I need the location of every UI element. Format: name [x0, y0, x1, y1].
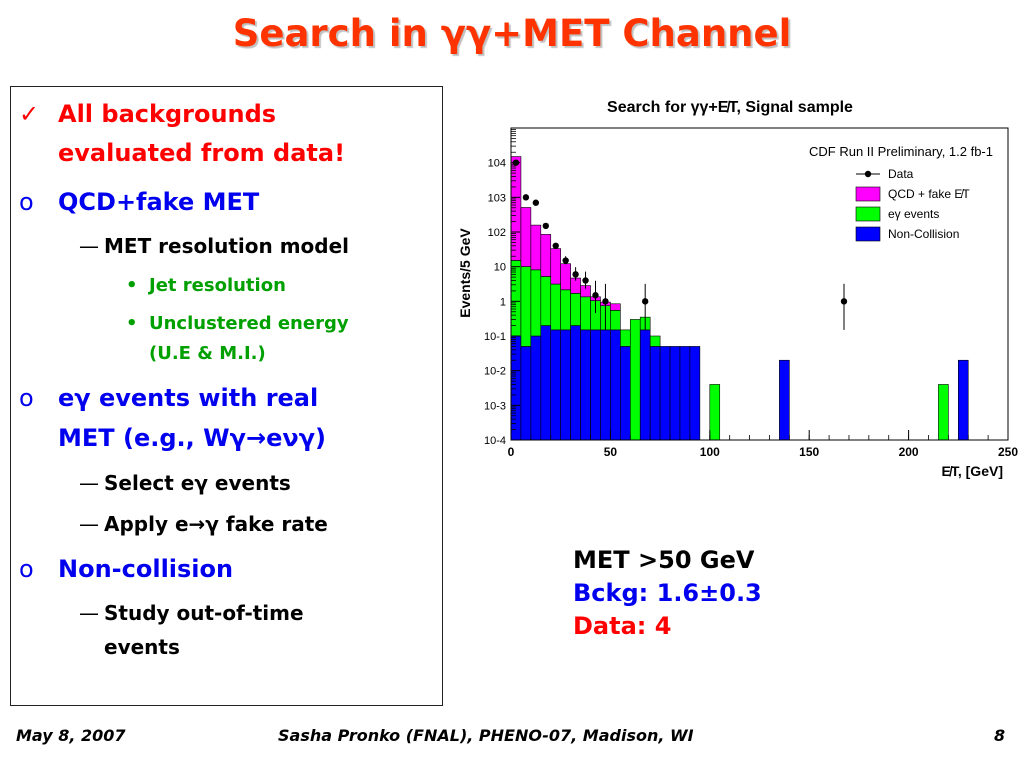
checkmark-icon: ✓ — [19, 100, 40, 128]
histogram-bin — [610, 310, 620, 330]
histogram-bin — [521, 346, 531, 440]
histogram-bin — [610, 304, 620, 311]
histogram-bin — [531, 225, 541, 270]
y-tick-label: 10 — [493, 261, 506, 274]
dash-bullet-icon: — — [79, 471, 99, 495]
data-point — [533, 200, 539, 206]
data-point — [572, 271, 578, 277]
legend-label: QCD + fake E̸T — [888, 187, 970, 201]
y-tick-label: 102 — [487, 227, 506, 239]
dash-bullet-icon: — — [79, 512, 99, 536]
legend-data-marker — [865, 171, 871, 177]
histogram-bin — [551, 330, 561, 440]
histogram-bin — [600, 330, 610, 440]
circle-bullet-icon: o — [19, 555, 34, 583]
bullet-text: Non-collision — [58, 555, 234, 583]
data-count-text: Data: 4 — [573, 612, 672, 640]
x-axis-label: E̸T, [GeV] — [941, 463, 1003, 479]
footer-author: Sasha Pronko (FNAL), PHENO-07, Madison, WI — [278, 726, 694, 745]
histogram-bin — [650, 336, 660, 346]
y-tick-label: 1 — [499, 296, 506, 309]
subbullet-text: Select eγ events — [104, 471, 291, 495]
y-tick-label: 103 — [487, 192, 506, 205]
background-estimate-text: Bckg: 1.6±0.3 — [573, 579, 762, 607]
footer-page-number: 8 — [994, 726, 1006, 745]
met-cut-text: MET >50 GeV — [573, 546, 755, 574]
bullet-text: evaluated from data! — [58, 139, 346, 167]
dot-bullet-icon: • — [126, 275, 138, 296]
histogram-bin — [660, 346, 670, 440]
data-point — [562, 257, 568, 263]
data-point — [592, 292, 598, 298]
bullet-text: eγ events with real — [58, 384, 319, 412]
histogram-bin — [521, 207, 531, 266]
histogram-bin — [551, 284, 561, 330]
data-point — [841, 298, 847, 304]
histogram-bin — [541, 326, 551, 440]
x-tick-label: 100 — [699, 445, 720, 459]
subsubbullet-text: Jet resolution — [149, 275, 286, 296]
x-tick-label: 200 — [898, 445, 919, 459]
dash-bullet-icon: — — [79, 234, 99, 258]
histogram-bin — [710, 384, 720, 440]
histogram-bin — [650, 346, 660, 440]
histogram-bin — [561, 330, 571, 440]
y-tick-label: 10-4 — [483, 435, 506, 447]
histogram-bin — [511, 157, 521, 261]
y-tick-label: 104 — [487, 157, 506, 170]
subbullet-text: Apply e→γ fake rate — [104, 512, 328, 536]
histogram-bin — [511, 336, 521, 440]
subbullet-text: Study out-of-time — [104, 601, 304, 625]
subsubbullet-text: (U.E & M.I.) — [149, 343, 266, 364]
data-point — [543, 223, 549, 229]
result-summary — [573, 544, 762, 643]
histogram-bin — [670, 346, 680, 440]
histogram-bin — [541, 234, 551, 276]
bullet-panel — [10, 86, 443, 706]
legend-swatch — [856, 187, 880, 201]
x-tick-label: 0 — [507, 445, 515, 459]
x-tick-label: 50 — [603, 445, 618, 459]
legend-swatch — [856, 207, 880, 221]
y-tick-label: 10-2 — [483, 365, 506, 378]
legend-label: Non-Collision — [888, 227, 960, 241]
dot-bullet-icon: • — [126, 313, 138, 334]
histogram-bin — [561, 290, 571, 330]
bullet-text: All backgrounds — [58, 100, 277, 128]
data-point — [642, 298, 648, 304]
histogram-bin — [581, 297, 591, 330]
histogram-bin — [571, 293, 581, 325]
y-tick-label: 10-1 — [483, 331, 506, 343]
footer-date: May 8, 2007 — [16, 726, 126, 745]
met-histogram — [448, 86, 1018, 496]
histogram-bin — [591, 330, 601, 440]
bullet-text: QCD+fake MET — [58, 188, 260, 216]
data-point — [553, 243, 559, 249]
chart-svg — [448, 86, 1018, 496]
histogram-bin — [690, 346, 700, 440]
data-point — [523, 194, 529, 200]
histogram-bin — [680, 346, 690, 440]
histogram-bin — [958, 360, 968, 440]
x-tick-label: 150 — [799, 445, 820, 459]
legend-label: eγ events — [888, 207, 940, 221]
data-point — [582, 277, 588, 283]
histogram-bin — [531, 270, 541, 336]
histogram-bin — [581, 330, 591, 440]
dash-bullet-icon: — — [79, 601, 99, 625]
slide-title: Search in γγ+MET Channel — [232, 12, 792, 55]
circle-bullet-icon: o — [19, 384, 34, 412]
histogram-bin — [521, 267, 531, 347]
histogram-bin — [551, 249, 561, 284]
y-tick-label: 10-3 — [483, 400, 506, 413]
histogram-bin — [571, 326, 581, 440]
histogram-bin — [531, 336, 541, 440]
legend-swatch — [856, 227, 880, 241]
bullet-text: MET (e.g., Wγ→eνγ) — [58, 424, 327, 452]
histogram-bin — [561, 264, 571, 290]
histogram-bin — [630, 319, 640, 440]
subbullet-text: MET resolution model — [104, 234, 350, 258]
chart-title: Search for γγ+E̸T, Signal sample — [607, 99, 853, 116]
subsubbullet-text: Unclustered energy — [149, 313, 349, 334]
y-axis-label: Events/5 GeV — [457, 228, 473, 318]
circle-bullet-icon: o — [19, 188, 34, 216]
legend-label-data: Data — [888, 167, 914, 181]
histogram-bin — [541, 277, 551, 326]
histogram-bin — [610, 330, 620, 440]
chart-annotation: CDF Run II Preliminary, 1.2 fb-1 — [809, 144, 993, 159]
x-tick-label: 250 — [997, 445, 1018, 459]
histogram-bin — [938, 384, 948, 440]
subbullet-text: events — [104, 635, 180, 659]
histogram-bin — [620, 330, 630, 347]
histogram-bin — [779, 360, 789, 440]
data-point — [602, 298, 608, 304]
histogram-bin — [620, 346, 630, 440]
histogram-bin — [640, 330, 650, 440]
